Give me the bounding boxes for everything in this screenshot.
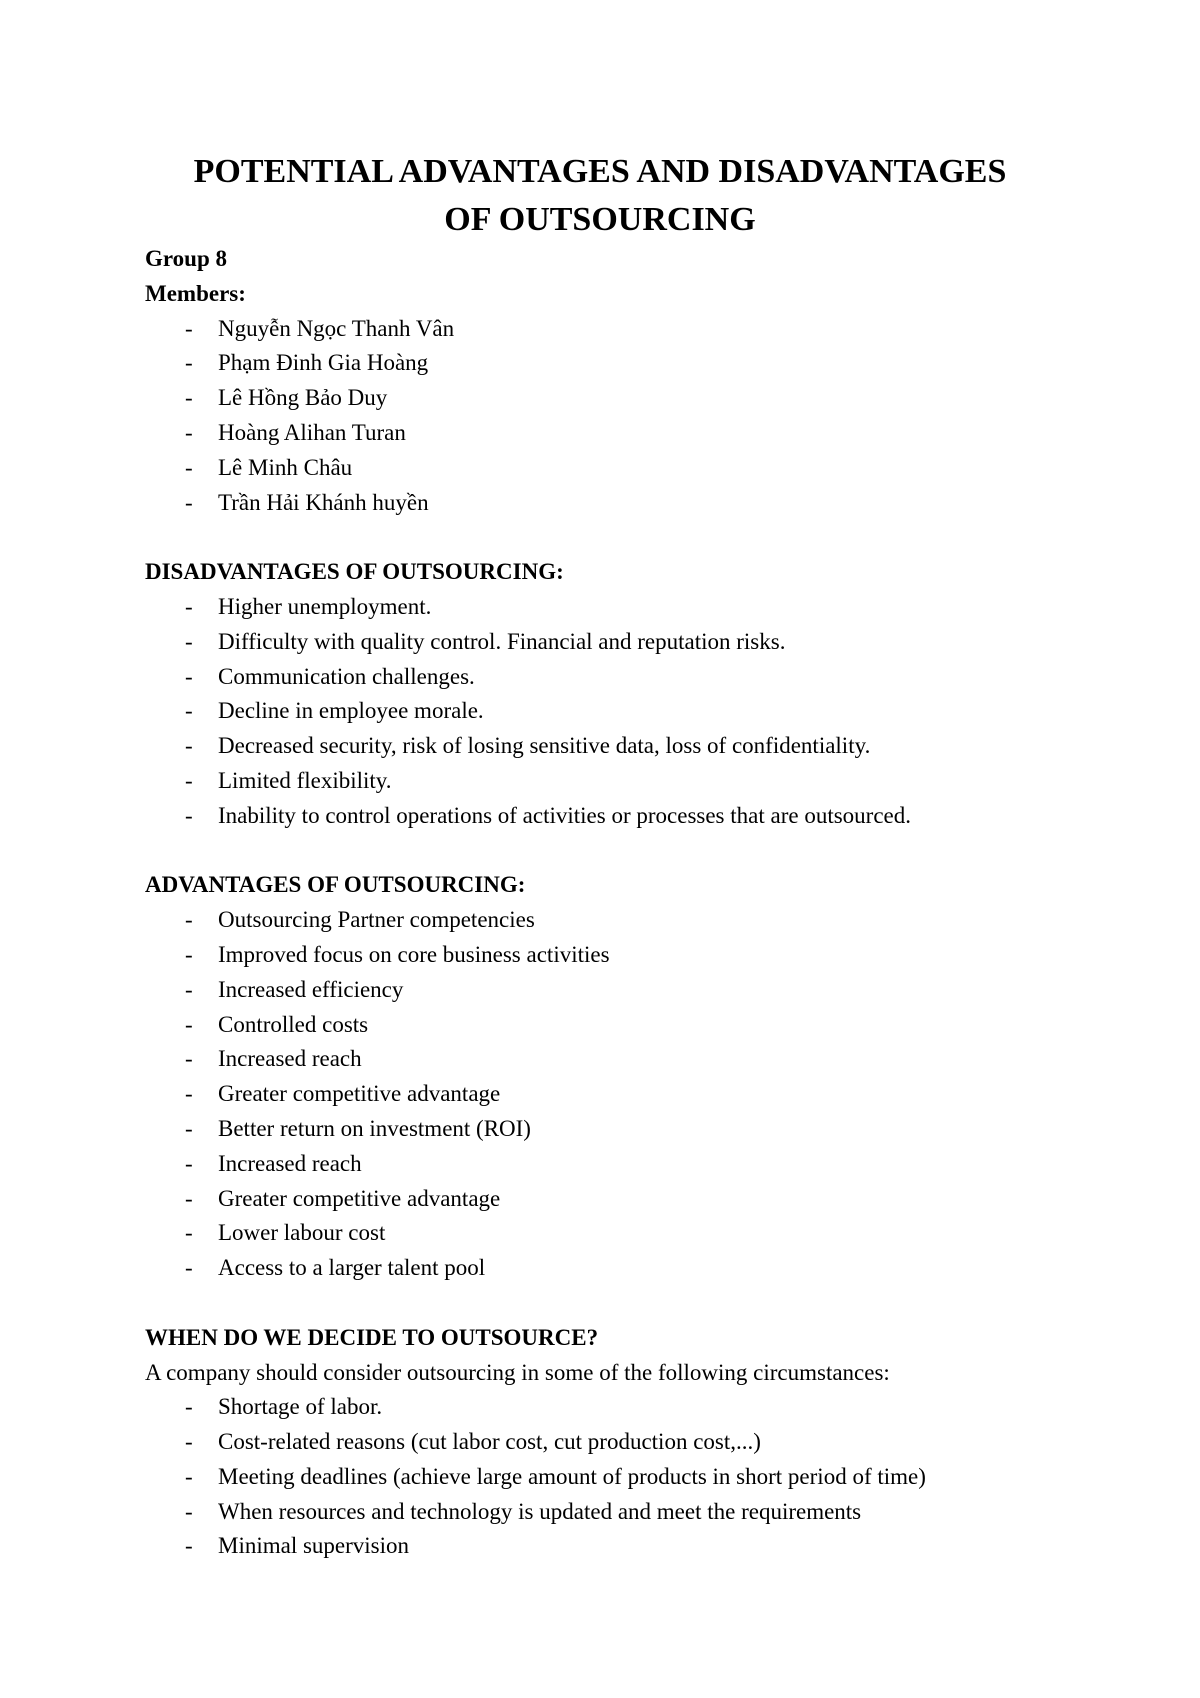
list-item	[145, 312, 1145, 347]
list-item-text: Limited flexibility.	[218, 767, 392, 793]
members-list	[145, 312, 1145, 521]
list-item	[145, 1216, 1145, 1251]
list-item-text: Lower labour cost	[218, 1220, 386, 1246]
document-body	[145, 242, 1145, 1564]
list-item	[145, 590, 1145, 625]
dash-bullet: -	[185, 941, 193, 967]
list-item	[145, 1460, 1145, 1495]
list-item-text: Hoàng Alihan Turan	[218, 419, 406, 445]
dash-bullet: -	[185, 663, 193, 689]
list-item-text: Cost-related reasons (cut labor cost, cut production cost,...)	[218, 1429, 761, 1455]
group-label: Group 8	[145, 246, 228, 271]
list-item-text: Greater competitive advantage	[218, 1081, 501, 1107]
list-item	[145, 1425, 1145, 1460]
list-item-text: Communication challenges.	[218, 663, 475, 689]
list-item	[145, 1529, 1145, 1564]
list-item-text: Controlled costs	[218, 1011, 369, 1037]
list-item	[145, 694, 1145, 729]
dash-bullet: -	[185, 350, 193, 376]
dash-bullet: -	[185, 1150, 193, 1176]
list-item-text: Inability to control operations of activities or processes that are outsourced.	[218, 802, 911, 828]
disadvantages-list	[145, 590, 1145, 834]
dash-bullet: -	[185, 1011, 193, 1037]
dash-bullet: -	[185, 419, 193, 445]
list-item-text: Increased efficiency	[218, 976, 404, 1002]
list-item	[145, 451, 1145, 486]
disadvantages-heading: DISADVANTAGES OF OUTSOURCING:	[145, 559, 564, 585]
dash-bullet: -	[185, 1046, 193, 1072]
list-item	[145, 660, 1145, 695]
list-item-text: Minimal supervision	[218, 1533, 410, 1559]
title-line-1: POTENTIAL ADVANTAGES AND DISADVANTAGES	[193, 153, 1007, 190]
advantages-heading: ADVANTAGES OF OUTSOURCING:	[145, 872, 526, 898]
dash-bullet: -	[185, 1429, 193, 1455]
list-item	[145, 486, 1145, 521]
spacer	[145, 1286, 1145, 1321]
dash-bullet: -	[185, 698, 193, 724]
list-item-text: Increased reach	[218, 1150, 362, 1176]
dash-bullet: -	[185, 385, 193, 411]
dash-bullet: -	[185, 1255, 193, 1281]
list-item-text: Decline in employee morale.	[218, 698, 484, 724]
spacer	[145, 520, 1145, 555]
list-item-text: Trần Hải Khánh huyền	[218, 489, 429, 515]
list-item	[145, 1495, 1145, 1530]
list-item	[145, 903, 1145, 938]
list-item	[145, 1390, 1145, 1425]
dash-bullet: -	[185, 489, 193, 515]
dash-bullet: -	[185, 1081, 193, 1107]
list-item	[145, 346, 1145, 381]
list-item-text: Meeting deadlines (achieve large amount of products in short period of time)	[218, 1463, 926, 1489]
dash-bullet: -	[185, 733, 193, 759]
dash-bullet: -	[185, 1463, 193, 1489]
dash-bullet: -	[185, 1394, 193, 1420]
list-item-text: Lê Minh Châu	[218, 454, 353, 480]
dash-bullet: -	[185, 1533, 193, 1559]
list-item	[145, 381, 1145, 416]
dash-bullet: -	[185, 315, 193, 341]
advantages-list	[145, 903, 1145, 1286]
list-item	[145, 764, 1145, 799]
list-item-text: Access to a larger talent pool	[218, 1255, 486, 1281]
list-item	[145, 1112, 1145, 1147]
list-item	[145, 799, 1145, 834]
when-intro: A company should consider outsourcing in some of the following circumstances:	[145, 1359, 890, 1385]
list-item-text: Higher unemployment.	[218, 593, 432, 619]
dash-bullet: -	[185, 1185, 193, 1211]
dash-bullet: -	[185, 767, 193, 793]
dash-bullet: -	[185, 1498, 193, 1524]
dash-bullet: -	[185, 593, 193, 619]
list-item	[145, 1251, 1145, 1286]
list-item-text: Shortage of labor.	[218, 1394, 383, 1420]
when-list	[145, 1390, 1145, 1564]
list-item	[145, 416, 1145, 451]
dash-bullet: -	[185, 1220, 193, 1246]
list-item	[145, 1042, 1145, 1077]
page-title	[0, 148, 1200, 244]
list-item-text: Improved focus on core business activities	[218, 941, 610, 967]
dash-bullet: -	[185, 802, 193, 828]
list-item	[145, 1077, 1145, 1112]
list-item-text: Nguyễn Ngọc Thanh Vân	[218, 315, 455, 341]
list-item-text: Outsourcing Partner competencies	[218, 907, 535, 933]
list-item-text: Decreased security, risk of losing sensitive data, loss of confidentiality.	[218, 733, 871, 759]
list-item-text: Increased reach	[218, 1046, 362, 1072]
dash-bullet: -	[185, 1115, 193, 1141]
members-label: Members:	[145, 280, 246, 306]
list-item	[145, 973, 1145, 1008]
list-item-text: Greater competitive advantage	[218, 1185, 501, 1211]
list-item-text: Phạm Đinh Gia Hoàng	[218, 350, 429, 376]
list-item	[145, 938, 1145, 973]
dash-bullet: -	[185, 454, 193, 480]
list-item	[145, 1147, 1145, 1182]
list-item	[145, 729, 1145, 764]
list-item-text: Better return on investment (ROI)	[218, 1115, 531, 1141]
dash-bullet: -	[185, 976, 193, 1002]
dash-bullet: -	[185, 907, 193, 933]
list-item	[145, 625, 1145, 660]
dash-bullet: -	[185, 628, 193, 654]
list-item-text: Lê Hồng Bảo Duy	[218, 385, 388, 411]
list-item	[145, 1182, 1145, 1217]
list-item-text: Difficulty with quality control. Financial and reputation risks.	[218, 628, 786, 654]
spacer	[145, 834, 1145, 869]
title-line-2: OF OUTSOURCING	[444, 201, 756, 238]
list-item-text: When resources and technology is updated and meet the requirements	[218, 1498, 862, 1524]
list-item	[145, 1008, 1145, 1043]
when-heading: WHEN DO WE DECIDE TO OUTSOURCE?	[145, 1324, 599, 1350]
